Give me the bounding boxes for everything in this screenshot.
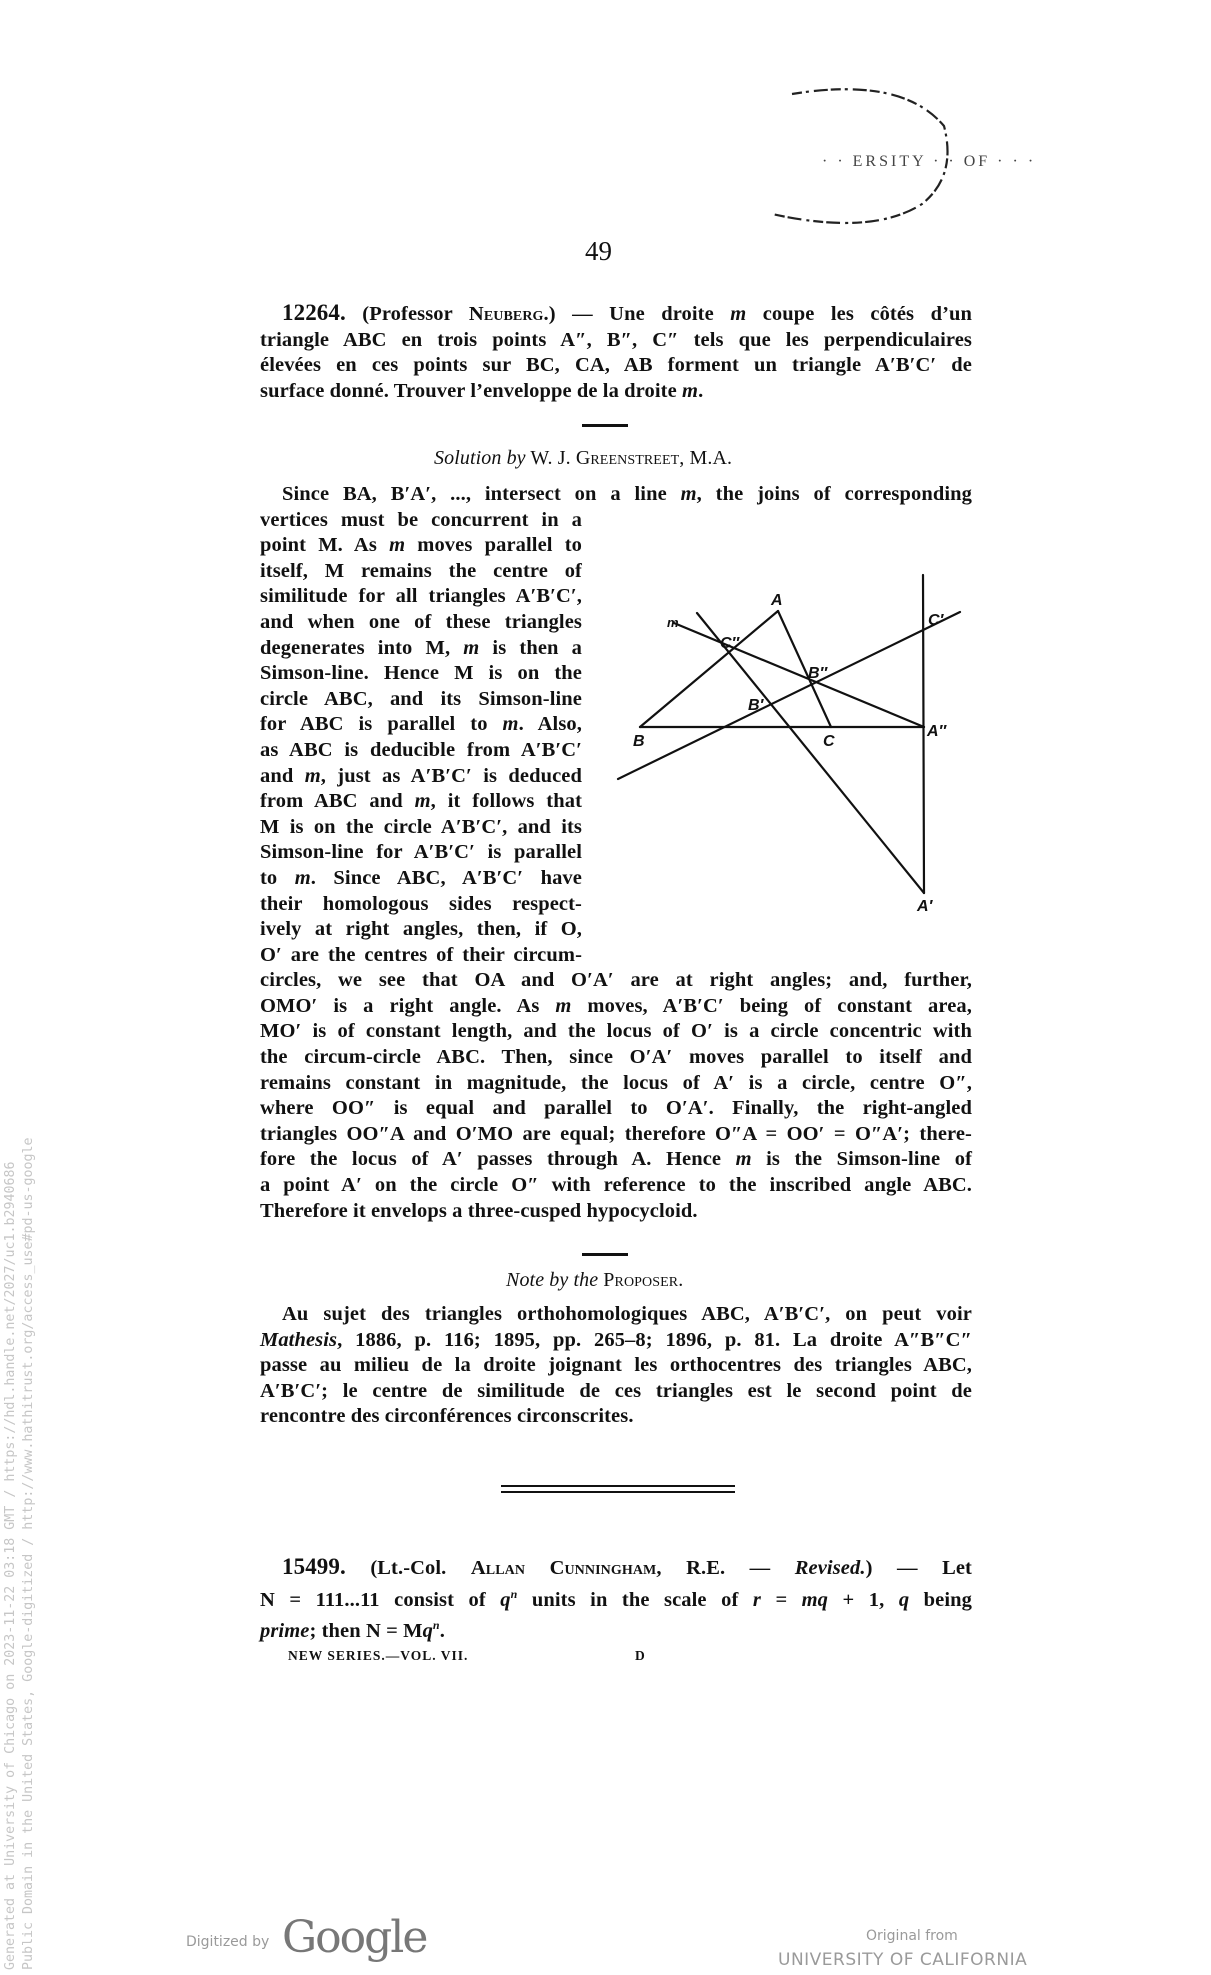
text-segment: and when one of these triangles [260,610,582,633]
label-m: m [667,615,679,630]
problem-15499-line-3 [260,1613,972,1644]
solution-author-suffix: , M.A. [679,447,733,469]
google-logo: Google [282,1912,427,1963]
solution-line [260,533,582,559]
solution-line [260,943,582,969]
note-line-3: passe au milieu de la droite joignant les orthocentres des triangles ABC, [260,1354,972,1377]
solution-line [260,764,582,790]
solution-line [260,1173,972,1199]
text-segment: degenerates into M, [260,636,464,659]
problem-15499-line-2 [260,1582,972,1613]
solution-label: Solution by [434,447,526,469]
text-segment: moves, A′B′C′ being of constant area, [571,994,972,1017]
solution-line [260,994,972,1020]
solution-line [260,866,582,892]
solution-line [260,815,582,841]
proposer-suffix: , R.E. — [656,1557,795,1579]
stamp-text: · · ERSITY · · OF · · · [822,153,1037,170]
last-line-post: . [698,379,704,402]
var-m: m [304,764,321,787]
solution-line [260,1071,972,1097]
double-rule-top [501,1485,735,1487]
library-stamp [752,86,1037,234]
solution-line [260,1096,972,1122]
last-line-pre: surface donné. Trouver l’enveloppe de la droite [260,379,683,402]
var-n: n [510,1586,518,1601]
text-segment: is the Simson-line of [751,1148,973,1171]
text-segment: O′ are the centres of their circum- [260,943,582,966]
text-segment: , the joins of corresponding [696,483,972,505]
solution-line [260,508,582,534]
section-divider [582,1253,628,1256]
solution-body [260,482,972,1224]
text-segment: being [909,1588,972,1611]
problem-12264-line-4 [260,379,972,405]
text-segment: a point A′ on the circle O″ with reference to the inscribed angle ABC. [260,1174,972,1197]
note-line-2 [260,1328,972,1354]
text-segment: N = 111...11 consist of [260,1588,501,1611]
text-segment: for ABC is parallel to [260,713,503,736]
problem-number: 15499. [282,1554,346,1579]
problem-number: 12264. [282,300,346,325]
problem-12264-line-3: élevées en ces points sur BC, CA, AB forment un triangle A′B′C′ de [260,354,972,377]
signature-letter: D [635,1648,646,1663]
text-segment: similitude for all triangles A′B′C′, [260,585,582,608]
text-segment: ively at right angles, then, if O, [260,918,582,941]
revised-label: Revised. [794,1557,866,1579]
text-segment: ; then N = M [309,1619,423,1642]
watermark-line-2: Public Domain in the United States, Google-digitized / http://www.hathitrust.org/access_use#pd-us-google [21,1137,36,1970]
solution-line [260,584,582,610]
solution-line [260,1147,972,1173]
var-m: m [555,994,572,1017]
original-from-label: Original from [866,1928,958,1944]
label-c-prime: C′ [928,612,944,629]
note-line-4: A′B′C′; le centre de similitude de ces triangles est le second point de [260,1379,972,1402]
text-segment: Simson-line. Hence M is on the [260,662,582,685]
text-segment: OMO′ is a right angle. As [260,994,556,1017]
var-m: m [463,636,480,659]
solution-line [260,712,582,738]
hathitrust-watermark [2,1137,38,1970]
solution-narrow-column [260,508,582,969]
solution-line [260,840,582,866]
solution-line [260,892,582,918]
text-segment: Simson-line for A′B′C′ is parallel [260,841,582,864]
problem-15499-line-1 [260,1554,972,1582]
solution-line [260,917,582,943]
var-q: q [422,1619,433,1642]
text-segment: M is on the circle A′B′C′, and its [260,815,582,838]
solution-first-line [260,482,972,508]
solution-wide-column [260,968,972,1198]
proposer-name: Allan Cunningham [470,1557,657,1579]
label-c-double-prime: C″ [720,635,740,652]
solution-line [260,559,582,585]
var-m: m [414,790,431,813]
label-a-prime: A′ [917,898,933,915]
text-segment: remains constant in magnitude, the locus of A′ is a circle, centre O″, [260,1071,972,1094]
note-body [260,1302,972,1430]
text-segment: moves parallel to [405,534,583,557]
text-segment: circles, we see that OA and O′A′ are at right angles; and, further, [260,969,972,992]
page-number: 49 [585,236,612,266]
label-b-double-prime: B″ [808,665,828,682]
label-b-prime: B′ [748,697,764,714]
problem-12264-line-2: triangle ABC en trois points A″, B″, C″ tels que les perpendiculaires [260,328,972,351]
solution-line [260,1045,972,1071]
text-segment: fore the locus of A′ passes through A. Hence [260,1148,736,1171]
var-q: q [500,1588,511,1611]
solution-line [260,738,582,764]
solution-line [260,687,582,713]
text-segment: is then a [479,636,583,659]
line-rest: coupe les côtés d’un [746,303,972,325]
text-segment: where OO″ is equal and parallel to O′A′. Finally, the right-angled [260,1097,972,1120]
text-segment: the circum-circle ABC. Then, since O′A′ moves parallel to itself and [260,1046,972,1069]
var-m: m [680,483,697,505]
text-segment: , it follows that [430,790,582,813]
text-segment: from ABC and [260,790,415,813]
proposer-open: (Professor [362,303,469,325]
signature-series: NEW SERIES.—VOL. VII. [288,1648,469,1663]
text-segment: + 1, [828,1588,899,1611]
proposer-title: (Lt.-Col. [370,1557,471,1579]
solution-line [260,968,972,994]
journal-name: Mathesis [260,1328,338,1351]
var-n: n [432,1618,440,1633]
section-divider [582,424,628,427]
text-segment: circle ABC, and its Simson-line [260,687,582,710]
text-segment: triangles OO″A and O′MO are equal; therefore O″A = OO′ = O″A′; there- [260,1122,972,1145]
problem-15499 [260,1554,972,1644]
text-segment: point M. As [260,534,390,557]
text-segment: and [260,764,305,787]
watermark-line-1: Generated at University of Chicago on 2023-11-22 03:18 GMT / https://hdl.handle.net/2027/uc1.b2940686 [3,1161,18,1970]
label-a: A [771,592,783,609]
var-m: m [682,379,699,402]
solution-line [260,661,582,687]
text-segment: Since BA, B′A′, ..., intersect on a line [282,483,681,505]
text-segment: MO′ is of constant length, and the locus of O′ is a circle concentric with [260,1020,972,1043]
solution-line [260,1019,972,1045]
text-segment: their homologous sides respect- [260,892,582,915]
text-segment: . [439,1619,445,1642]
solution-heading [434,446,732,472]
text-segment: . Also, [518,713,582,736]
double-rule-bottom [501,1491,735,1493]
text-segment: units in the scale of [517,1588,753,1611]
university-label: UNIVERSITY OF CALIFORNIA [778,1950,1028,1970]
problem-12264-line-1 [260,300,972,328]
var-m: m [294,866,311,889]
solution-last-line: Therefore it envelops a three-cusped hypocycloid. [260,1199,698,1222]
var-m: m [502,713,519,736]
label-c: C [823,733,835,750]
note-label: Note by the [506,1269,599,1291]
label-b: B [633,733,645,750]
solution-author-initials: W. J. [525,447,576,469]
note-author: Proposer. [598,1269,684,1291]
text-segment: vertices must be concurrent in a [260,508,582,531]
proposer-name: Neuberg. [468,303,549,325]
text-segment: to [260,866,295,889]
solution-line [260,789,582,815]
solution-line [260,636,582,662]
proposer-close: ) — Une droite [548,303,731,325]
note-line-1: Au sujet des triangles orthohomologiques ABC, A′B′C′, on peut voir [282,1303,972,1325]
note-heading [506,1268,683,1294]
text-segment: . Since ABC, A′B′C′ have [310,866,582,889]
solution-author-name: Greenstreet [575,447,680,469]
var-q: q [898,1588,910,1611]
text-segment: itself, M remains the centre of [260,559,582,582]
note-line-5: rencontre des circonférences circonscrites. [260,1405,634,1428]
solution-line [260,1122,972,1148]
var-m: m [389,534,406,557]
digitized-by-label: Digitized by [186,1934,270,1950]
text-segment: , just as A′B′C′ is deduced [320,764,583,787]
var-m: m [730,303,747,325]
text-segment: as ABC is deducible from A′B′C′ [260,738,582,761]
note-citations: , 1886, p. 116; 1895, pp. 265–8; 1896, p. 81. La droite A″B″C″ [337,1328,972,1351]
label-a-double-prime: A″ [927,723,947,740]
problem-12264 [260,300,972,404]
prime-label: prime [260,1619,310,1642]
solution-line [260,610,582,636]
var-m: m [735,1148,752,1171]
line-rest: ) — Let [865,1557,972,1579]
var-r: r = mq [752,1588,829,1611]
